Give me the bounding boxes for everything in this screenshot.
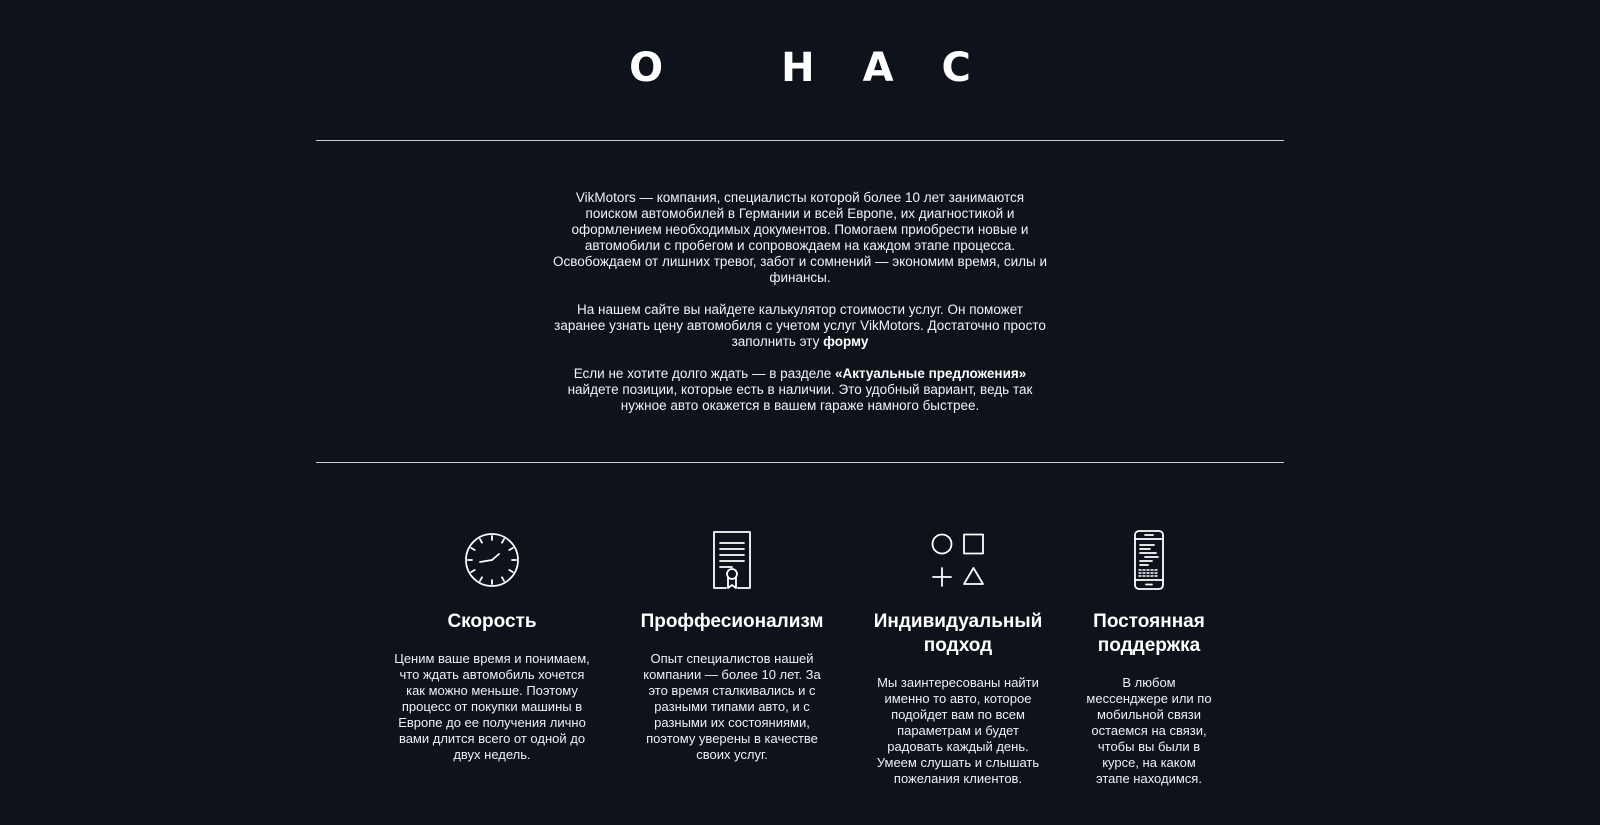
shapes-icon [928,530,988,590]
clock-icon [462,530,522,590]
divider-top [316,140,1284,141]
about-paragraph-3-before: Если не хотите долго ждать — в разделе [573,366,835,381]
title-letter: С [941,45,971,91]
feature-support [1076,530,1222,787]
title-letter: О [629,45,664,91]
smartphone-icon [1119,530,1179,590]
about-paragraph-3-after: найдете позиции, которые есть в наличии. Это удобный вариант, ведь так нужное авто окажется в вашем гараже намного быстрее. [567,382,1033,413]
feature-text: Опыт специалистов нашей компании — более 10 лет. За это время сталкивались и с разными типами авто, и с разными их состояниями, поэтому уверены в качестве своих услуг. [643,651,821,762]
feature-individual-approach [862,530,1054,787]
divider-bottom [316,462,1284,463]
feature-text: В любом мессенджере или по мобильной связи остаемся на связи, чтобы вы были в курсе, на каком этапе находимся. [1086,675,1212,786]
title-letter: А [862,45,894,91]
page-title [0,44,1600,92]
feature-title: Проффесионализм [640,611,824,632]
certificate-icon [702,530,762,590]
about-paragraph-1: VikMotors — компания, специалисты которой более 10 лет занимаются поиском автомобилей в Германии и всей Европе, их диагностикой и оформлением необходимых документов. Помогаем приобрести новые и автомобили с пробегом и сопровождаем на каждом этапе процесса. Освобождаем от лишних тревог, забот и сомнений — экономим время, силы и финансы. [553,190,1047,285]
title-letter: Н [781,45,815,91]
current-offers-link[interactable]: «Актуальные предложения» [834,366,1027,381]
form-link[interactable]: форму [823,334,869,349]
about-paragraph-2 [550,302,1050,350]
feature-text: Мы заинтересованы найти именно то авто, которое подойдет вам по всем параметрам и будет радовать каждый день. Умеем слушать и слышать пожелания клиентов. [876,675,1040,786]
about-paragraph-2-text: На нашем сайте вы найдете калькулятор стоимости услуг. Он поможет заранее узнать цену автомобиля с учетом услуг VikMotors. Достаточно просто заполнить эту [554,302,1046,349]
feature-title: Индивидуальный подход [873,611,1043,656]
about-paragraph-3 [550,366,1050,414]
feature-title: Скорость [447,611,537,632]
feature-speed [382,530,602,763]
about-text [550,190,1050,430]
feature-title: Постоянная поддержка [1093,611,1205,656]
feature-professionalism [632,530,832,763]
feature-text: Ценим ваше время и понимаем, что ждать автомобиль хочется как можно меньше. Поэтому процесс от покупки машины в Европе до ее получения лично вами длится всего от одной до двух недель. [394,651,590,762]
